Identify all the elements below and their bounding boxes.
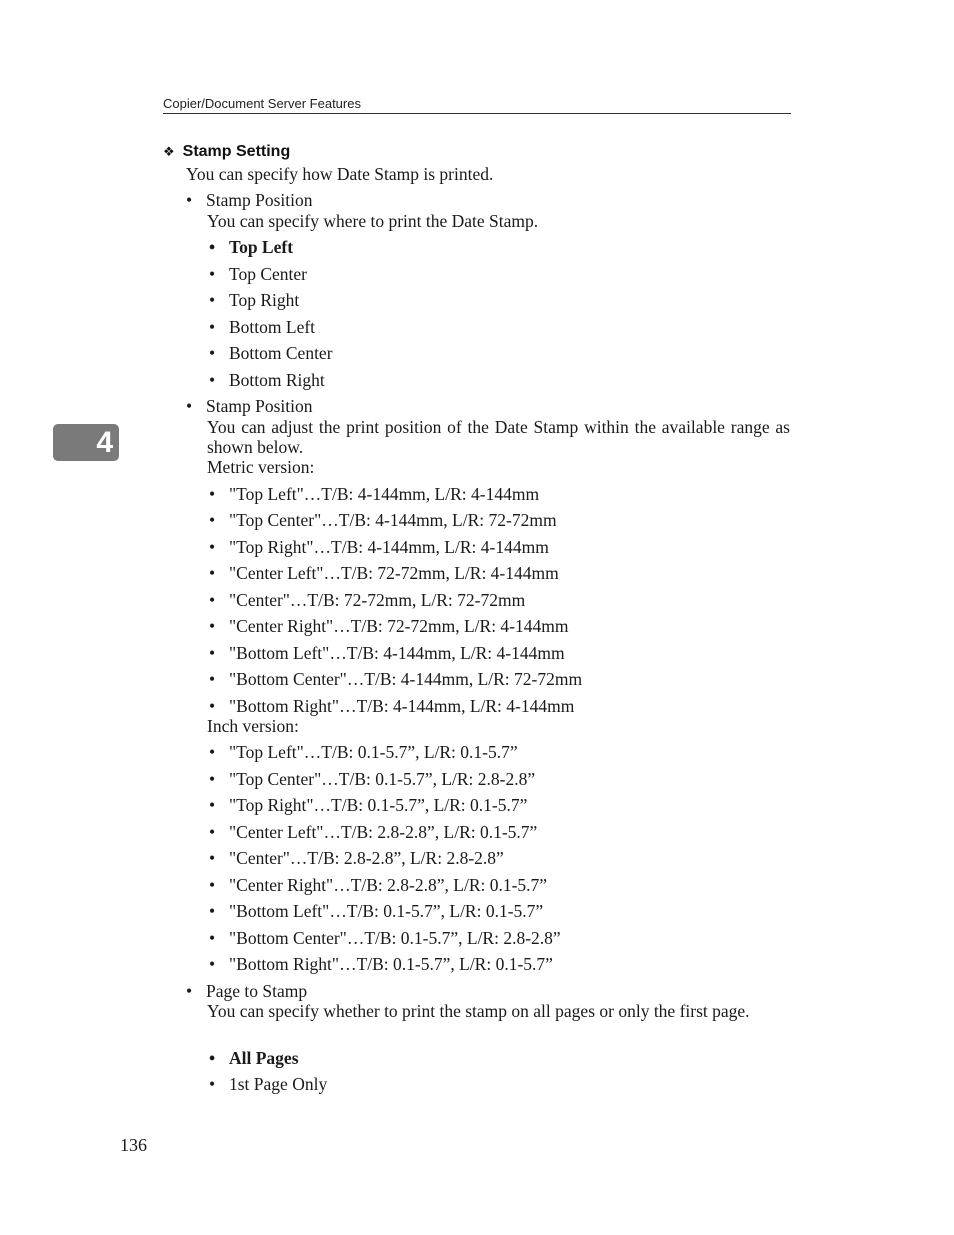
list-item: • "Top Left"…T/B: 4-144mm, L/R: 4-144mm bbox=[209, 484, 540, 504]
list-item: • "Top Left"…T/B: 0.1-5.7”, L/R: 0.1-5.7” bbox=[209, 742, 518, 762]
list-item: • "Bottom Center"…T/B: 0.1-5.7”, L/R: 2.8-2.8” bbox=[209, 928, 561, 948]
list-item: • "Top Center"…T/B: 0.1-5.7”, L/R: 2.8-2.8” bbox=[209, 769, 536, 789]
list-item: • "Bottom Right"…T/B: 0.1-5.7”, L/R: 0.1-5.7” bbox=[209, 954, 553, 974]
running-header: Copier/Document Server Features bbox=[163, 96, 791, 114]
metric-label: Metric version: bbox=[207, 457, 315, 477]
section-intro: You can specify how Date Stamp is printed. bbox=[186, 164, 494, 184]
section-heading bbox=[163, 143, 290, 161]
list-item: • Bottom Left bbox=[209, 317, 316, 337]
list-item: • 1st Page Only bbox=[209, 1074, 328, 1094]
list-item: • "Top Right"…T/B: 4-144mm, L/R: 4-144mm bbox=[209, 537, 549, 557]
chapter-tab: 4 bbox=[53, 424, 119, 461]
list-item: • Bottom Right bbox=[209, 370, 325, 390]
list-item: • Page to Stamp bbox=[186, 981, 308, 1001]
list-item: • "Top Right"…T/B: 0.1-5.7”, L/R: 0.1-5.7” bbox=[209, 795, 528, 815]
list-item: • "Bottom Left"…T/B: 4-144mm, L/R: 4-144mm bbox=[209, 643, 565, 663]
list-item: • "Center Right"…T/B: 72-72mm, L/R: 4-144mm bbox=[209, 616, 569, 636]
list-item: • "Center Left"…T/B: 2.8-2.8”, L/R: 0.1-5.7” bbox=[209, 822, 538, 842]
list-item: • "Center"…T/B: 72-72mm, L/R: 72-72mm bbox=[209, 590, 526, 610]
item-description: You can adjust the print position of the Date Stamp within the available range as shown below. bbox=[207, 417, 790, 457]
section-title: Stamp Setting bbox=[182, 143, 291, 160]
list-item: • All Pages bbox=[209, 1048, 299, 1068]
list-item: • Bottom Center bbox=[209, 343, 333, 363]
list-item: • "Bottom Left"…T/B: 0.1-5.7”, L/R: 0.1-5.7” bbox=[209, 901, 544, 921]
inch-label: Inch version: bbox=[207, 716, 299, 736]
list-item: • Stamp Position bbox=[186, 396, 313, 416]
list-item: • Top Left bbox=[209, 237, 294, 257]
list-item: • Top Center bbox=[209, 264, 307, 284]
list-item: • "Bottom Right"…T/B: 4-144mm, L/R: 4-144mm bbox=[209, 696, 575, 716]
list-item: • "Center"…T/B: 2.8-2.8”, L/R: 2.8-2.8” bbox=[209, 848, 504, 868]
item-description: You can specify whether to print the stamp on all pages or only the first page. bbox=[207, 1001, 750, 1021]
list-item: • "Bottom Center"…T/B: 4-144mm, L/R: 72-72mm bbox=[209, 669, 583, 689]
list-item: • Stamp Position bbox=[186, 190, 313, 210]
list-item: • "Center Right"…T/B: 2.8-2.8”, L/R: 0.1-5.7” bbox=[209, 875, 548, 895]
list-item: • "Center Left"…T/B: 72-72mm, L/R: 4-144mm bbox=[209, 563, 559, 583]
list-item: • "Top Center"…T/B: 4-144mm, L/R: 72-72mm bbox=[209, 510, 557, 530]
item-description: You can specify where to print the Date Stamp. bbox=[207, 211, 539, 231]
page-number: 136 bbox=[120, 1135, 147, 1155]
list-item: • Top Right bbox=[209, 290, 300, 310]
diamond-bullet-icon: ❖ bbox=[163, 144, 175, 159]
